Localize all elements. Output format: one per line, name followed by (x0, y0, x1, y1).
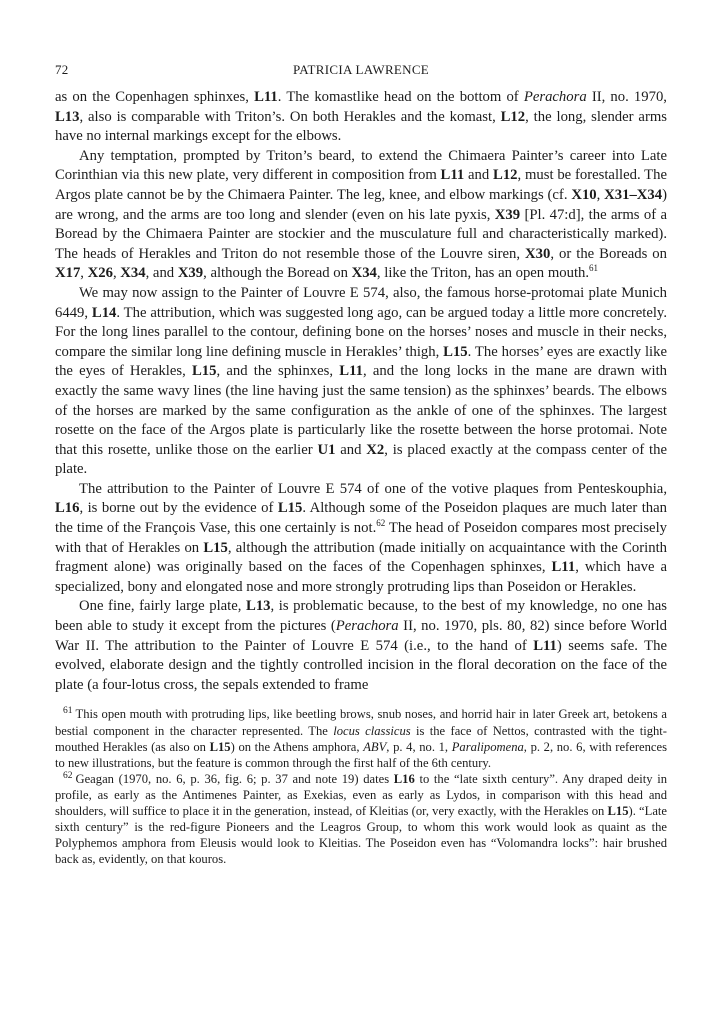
catalogue-ref: L13 (246, 598, 271, 615)
text-run: One fine, fairly large plate, (79, 598, 247, 615)
catalogue-ref: L15 (277, 500, 303, 517)
text-run: is the face of Nettos, contrasted with the tight-mouthed Herakles (as also on (55, 723, 667, 754)
catalogue-ref: L11 (254, 89, 278, 105)
body-paragraph (55, 597, 667, 695)
catalogue-ref: L15 (192, 363, 217, 380)
text-run: ) seems safe. The evolved, elaborate design and the tightly controlled incision in the floral decoration on the face of the plate (a four-lotus cross, the sepals extended to frame (55, 637, 668, 693)
text-run: to the “late sixth century”. Any draped deity in profile, as early as the Antimenes Painter, as Exekias, even as early as Lydos, in comparison with this head and shoulders, will suffice to place it in the generation, instead, of Kleitias (or, very exactly, with the Herakles on (55, 771, 668, 818)
running-head: PATRICIA LAWRENCE (292, 62, 430, 77)
text-run: as on the Copenhagen sphinxes, (55, 89, 255, 105)
text-run: , although the attribution (made initially on acquaintance with the Corinth fragment alone) was originally based on the faces of the Copenhagen sphinxes, (55, 539, 667, 576)
italic-title: Paralipomena (451, 739, 524, 754)
body-paragraph (55, 480, 667, 598)
journal-page (55, 62, 667, 867)
text-run: ). “Late sixth century” is the red-figure Pioneers and the Leagros Group, to whom this work would look as quaint as the Polyphemos amphora from Eleusis would look to Kleitias. The Poseidon even has “Volomandra locks”: hair brushed back as, evidently, on that kouros. (55, 803, 667, 867)
footnote (55, 706, 667, 770)
italic-title: Perachora (335, 618, 399, 635)
text-run: , also is comparable with Triton’s. On both Herakles and the komast, (79, 108, 501, 125)
text-run: [Pl. 47:d], the arms of a Boread by the Chimaera Painter are stockier and the musculature full and characteristically marked). The heads of Herakles and Triton do not resemble those of the Louvre siren, (55, 206, 667, 262)
text-run: , p. 4, no. 1, (386, 739, 452, 754)
text-run: , like the Triton, has an open mouth. (376, 265, 590, 282)
footnote-number: 62 (63, 770, 73, 781)
catalogue-ref: X10 (571, 186, 597, 203)
body-paragraph (55, 284, 667, 480)
text-run: We may now assign to the Painter of Louvre E 574, also, the famous horse-protomai plate Munich 6449, (55, 284, 667, 321)
text-run: . Although some of the Poseidon plaques are much later than the time of the François Vase, this one certainly is not. (55, 500, 668, 537)
catalogue-ref: X34 (120, 265, 146, 282)
footnote-number: 61 (63, 706, 73, 717)
catalogue-ref: L16 (393, 771, 415, 786)
catalogue-ref: L16 (55, 500, 80, 517)
catalogue-ref: X17 (55, 265, 81, 282)
italic-title: Perachora (523, 89, 587, 105)
catalogue-ref: X39 (177, 265, 204, 282)
catalogue-ref: L13 (55, 108, 80, 125)
text-run: , is problematic because, to the best of my knowledge, no one has been able to study it except from the pictures ( (55, 598, 667, 635)
italic-title: locus classicus (333, 723, 411, 738)
catalogue-ref: X30 (525, 245, 551, 262)
text-run: , (112, 265, 121, 282)
body-paragraph (55, 88, 667, 147)
catalogue-ref: X31–X34 (604, 186, 663, 203)
text-run: The attribution to the Painter of Louvre E 574 of one of the votive plaques from Penteskouphia, (79, 480, 667, 497)
catalogue-ref: L11 (440, 167, 465, 184)
text-run: , the long, slender arms have no internal markings except for the elbows. (55, 108, 667, 145)
body-paragraph (55, 147, 667, 284)
text-run: II, no. 1970, pls. 80, 82) since before World War II. The attribution to the Painter of Louvre E 574 (i.e., to the hand of (55, 618, 667, 654)
italic-title: ABV (363, 739, 387, 754)
text-run: , is placed exactly at the compass center of the plate. (55, 441, 668, 478)
text-run: . The horses’ eyes are exactly like the eyes of Herakles, (55, 343, 667, 380)
catalogue-ref: L12 (493, 167, 518, 184)
catalogue-ref: L11 (339, 363, 363, 380)
text-run: This open mouth with protruding lips, like beetling brows, snub noses, and horrid hair in later Greek art, betokens a bestial component in the character represented. The (55, 707, 667, 738)
text-run: , must be forestalled. The Argos plate cannot be by the Chimaera Painter. The leg, knee, and elbow markings (cf. (55, 167, 667, 203)
catalogue-ref: X26 (87, 265, 113, 282)
text-run: The head of Poseidon compares most precisely with that of Herakles on (55, 520, 667, 556)
body-text (55, 88, 667, 695)
catalogue-ref: L14 (91, 304, 117, 321)
catalogue-ref: L15 (203, 539, 228, 556)
text-run: , is borne out by the evidence of (79, 500, 278, 517)
text-run: . The attribution, which was suggested long ago, can be argued today a little more concretely. For the long lines parallel to the contour, defining bone on the horses’ noses and muscle in their necks, compare the similar long line defining muscle in Herakles’ thigh, (55, 304, 667, 360)
text-run: , although the Boread on (203, 265, 352, 282)
text-run: , or the Boreads on (550, 245, 667, 262)
catalogue-ref: X2 (366, 441, 385, 458)
catalogue-ref: L11 (551, 559, 576, 576)
footnotes (55, 706, 667, 867)
catalogue-ref: U1 (317, 441, 336, 458)
page-number: 72 (55, 62, 69, 77)
catalogue-ref: L15 (443, 343, 468, 360)
catalogue-ref: L11 (533, 637, 557, 654)
text-run: , (596, 186, 605, 203)
catalogue-ref: X39 (494, 206, 521, 223)
text-run: and (464, 167, 494, 184)
footnote-ref: 61 (589, 263, 599, 274)
text-run: and (335, 441, 367, 458)
text-run: , and the sphinxes, (216, 363, 340, 380)
text-run: II, no. 1970, (586, 89, 667, 105)
catalogue-ref: L15 (209, 739, 231, 754)
text-run: Geagan (1970, no. 6, p. 36, fig. 6; p. 37 and note 19) dates (75, 771, 394, 786)
catalogue-ref: L12 (500, 108, 526, 125)
text-run: , and the long locks in the mane are drawn with exactly the same wavy lines (the line having just the same tension) as the sphinxes’ beards. The elbows of the horses are marked by the same configuration as the ankle of one of the sphinxes. The largest rosette on the face of the Argos plate is particularly like the rosette between the horse protomai. Note that this rosette, unlike those on the earlier (55, 363, 667, 458)
text-run: . The komastlike head on the bottom of (277, 89, 524, 105)
footnote (55, 771, 667, 868)
text-run: ) on the Athens amphora, (230, 739, 364, 754)
text-run: , p. 2, no. 6, with references to new illustrations, but the feature is common through the first half of the 6th century. (55, 739, 667, 770)
text-run: Any temptation, prompted by Triton’s beard, to extend the Chimaera Painter’s career into Late Corinthian via this new plate, very different in composition from (55, 147, 667, 184)
text-run: ) are wrong, and the arms are too long and slender (even on his late pyxis, (55, 186, 667, 223)
page-header (55, 62, 667, 88)
catalogue-ref: L15 (607, 803, 629, 818)
catalogue-ref: X34 (351, 265, 377, 282)
text-run: , and (145, 265, 178, 282)
footnote-ref: 62 (376, 518, 386, 529)
text-run: , (80, 265, 88, 282)
text-run: , which have a specialized, bony and elongated nose and more strongly protruding lips than Poseidon or Herakles. (55, 559, 667, 595)
